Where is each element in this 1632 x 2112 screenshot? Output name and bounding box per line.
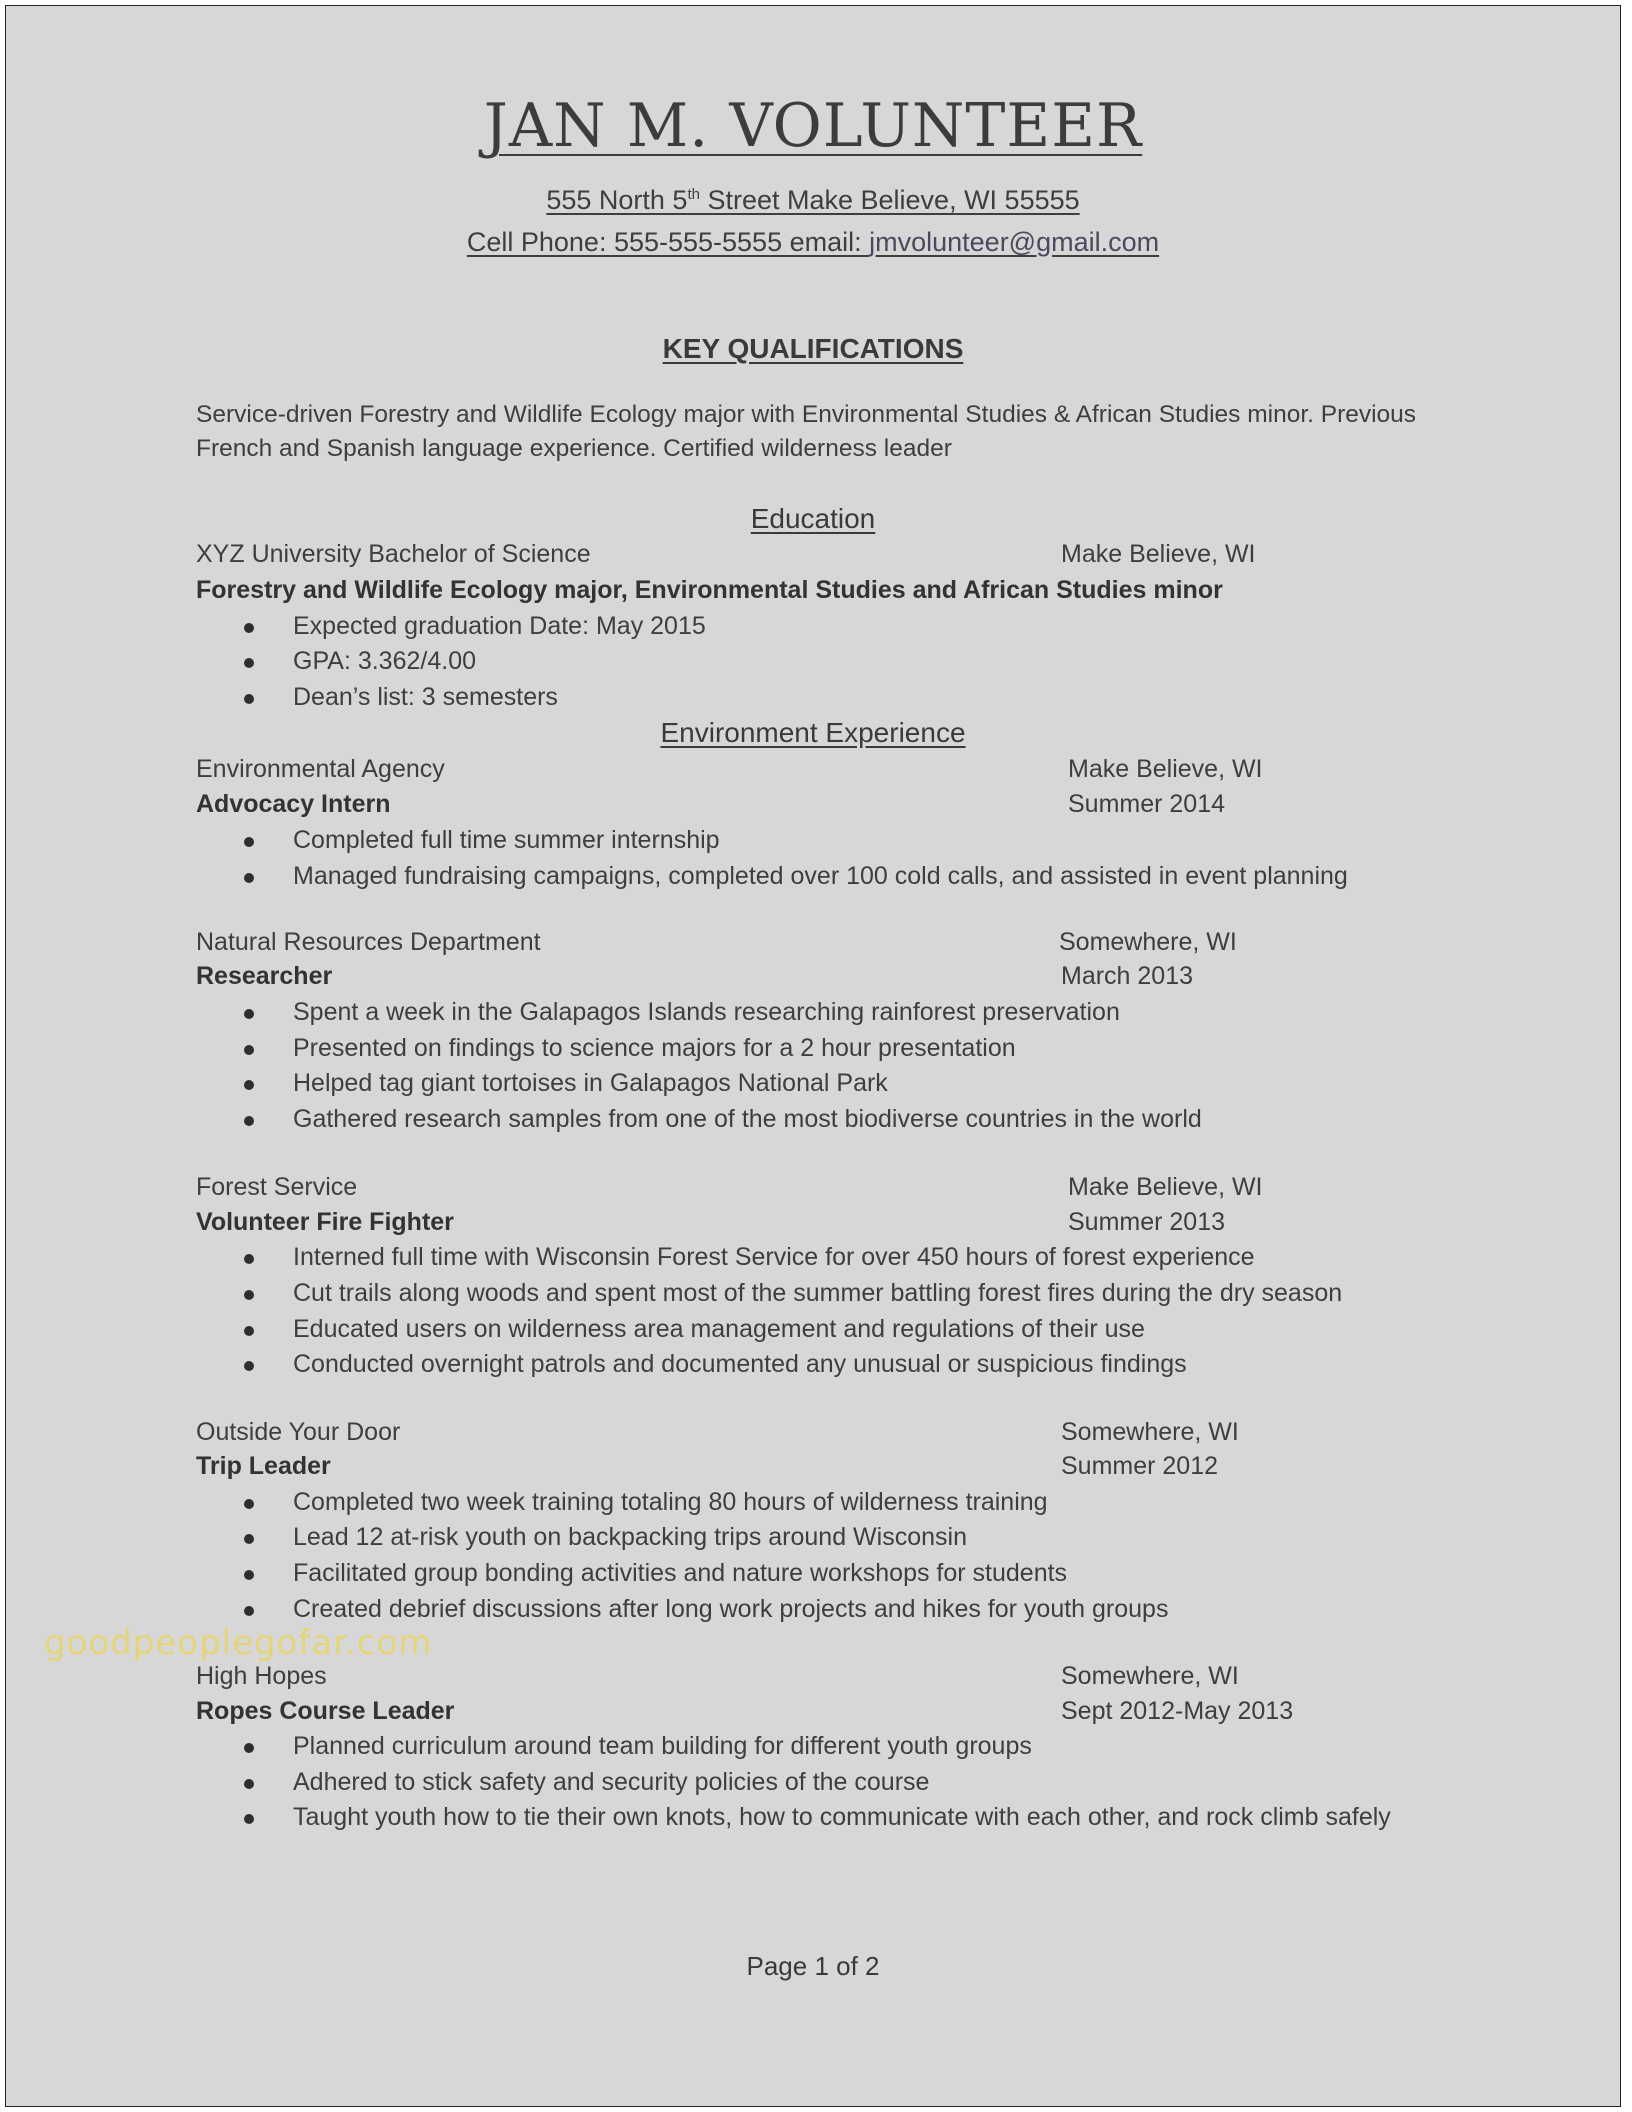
job-location: Somewhere, WI — [1061, 1418, 1239, 1446]
bullet-icon — [244, 1009, 254, 1019]
experience-heading: Environment Experience — [660, 717, 966, 748]
education-heading: Education — [750, 503, 876, 534]
job-date: Summer 2014 — [1068, 790, 1226, 818]
job-title: Volunteer Fire Fighter — [196, 1208, 454, 1236]
list-item: Lead 12 at-risk youth on backpacking trips around Wisconsin — [293, 1523, 967, 1551]
resume-name: JAN M. VOLUNTEER — [483, 91, 1143, 161]
site-watermark: goodpeoplegofar.com — [44, 1623, 433, 1663]
list-item: Dean’s list: 3 semesters — [293, 683, 558, 711]
page-number: Page 1 of 2 — [746, 1951, 880, 1981]
list-item: Conducted overnight patrols and documented any unusual or suspicious findings — [293, 1350, 1187, 1378]
list-item: Planned curriculum around team building for different youth groups — [293, 1732, 1032, 1760]
list-item: Interned full time with Wisconsin Forest Service for over 450 hours of forest experience — [293, 1243, 1255, 1271]
job-date: Summer 2012 — [1061, 1452, 1219, 1480]
bullet-icon — [244, 1570, 254, 1580]
bullet-icon — [244, 1116, 254, 1126]
bullet-icon — [244, 1814, 254, 1824]
list-item: Managed fundraising campaigns, completed over 100 cold calls, and assisted in event planning — [293, 862, 1348, 890]
job-title: Advocacy Intern — [196, 790, 391, 818]
list-item: GPA: 3.362/4.00 — [293, 647, 476, 675]
bullet-icon — [244, 1534, 254, 1544]
job-org: Environmental Agency — [196, 755, 445, 783]
bullet-icon — [244, 837, 254, 847]
list-item: Gathered research samples from one of the most biodiverse countries in the world — [293, 1105, 1202, 1133]
bullet-icon — [244, 1254, 254, 1264]
bullet-icon — [244, 1499, 254, 1509]
contact-line: Cell Phone: 555-555-5555 email: jmvolunteer@gmail.com — [466, 227, 1160, 257]
job-org: High Hopes — [196, 1662, 327, 1690]
job-org: Outside Your Door — [196, 1418, 401, 1446]
list-item: Educated users on wilderness area management and regulations of their use — [293, 1315, 1145, 1343]
key-qualifications-heading: KEY QUALIFICATIONS — [662, 333, 964, 364]
school-name: XYZ University Bachelor of Science — [196, 540, 591, 568]
list-item: Adhered to stick safety and security policies of the course — [293, 1768, 930, 1796]
job-title: Trip Leader — [196, 1452, 331, 1480]
list-item: Completed full time summer internship — [293, 826, 720, 854]
school-location: Make Believe, WI — [1061, 540, 1256, 568]
list-item: Expected graduation Date: May 2015 — [293, 612, 706, 640]
list-item: Helped tag giant tortoises in Galapagos National Park — [293, 1069, 888, 1097]
list-item: Completed two week training totaling 80 hours of wilderness training — [293, 1488, 1048, 1516]
job-location: Make Believe, WI — [1068, 755, 1263, 783]
list-item: Taught youth how to tie their own knots, how to communicate with each other, and rock climb safely — [293, 1803, 1391, 1831]
job-location: Somewhere, WI — [1059, 928, 1237, 956]
list-item: Created debrief discussions after long work projects and hikes for youth groups — [293, 1595, 1169, 1623]
job-location: Make Believe, WI — [1068, 1173, 1263, 1201]
job-title: Researcher — [196, 962, 333, 990]
bullet-icon — [244, 623, 254, 633]
qualifications-text: Service-driven Forestry and Wildlife Ecology major with Environmental Studies & African Studies minor. Previous French and Spanish language experience. Certified wilderness leader — [196, 401, 1417, 462]
bullet-icon — [244, 1045, 254, 1055]
bullet-icon — [244, 873, 254, 883]
bullet-icon — [244, 1290, 254, 1300]
bullet-icon — [244, 1606, 254, 1616]
bullet-icon — [244, 1326, 254, 1336]
job-location: Somewhere, WI — [1061, 1662, 1239, 1690]
resume-page — [5, 5, 1621, 2107]
bullet-icon — [244, 1743, 254, 1753]
address-line: 555 North 5th Street Make Believe, WI 55555 — [546, 185, 1080, 215]
list-item: Facilitated group bonding activities and nature workshops for students — [293, 1559, 1068, 1587]
job-date: Sept 2012-May 2013 — [1061, 1697, 1294, 1725]
list-item: Cut trails along woods and spent most of the summer battling forest fires during the dry season — [293, 1279, 1343, 1307]
bullet-icon — [244, 1779, 254, 1789]
list-item: Presented on findings to science majors for a 2 hour presentation — [293, 1034, 1016, 1062]
job-org: Natural Resources Department — [196, 928, 541, 956]
job-org: Forest Service — [196, 1173, 358, 1201]
email-link[interactable]: jmvolunteer@gmail.com — [869, 227, 1160, 257]
bullet-icon — [244, 694, 254, 704]
list-item: Spent a week in the Galapagos Islands researching rainforest preservation — [293, 998, 1120, 1026]
job-date: Summer 2013 — [1068, 1208, 1226, 1236]
bullet-icon — [244, 1080, 254, 1090]
bullet-icon — [244, 658, 254, 668]
job-date: March 2013 — [1061, 962, 1194, 990]
job-title: Ropes Course Leader — [196, 1697, 455, 1725]
bullet-icon — [244, 1361, 254, 1371]
major-line: Forestry and Wildlife Ecology major, Environmental Studies and African Studies minor — [196, 576, 1223, 604]
